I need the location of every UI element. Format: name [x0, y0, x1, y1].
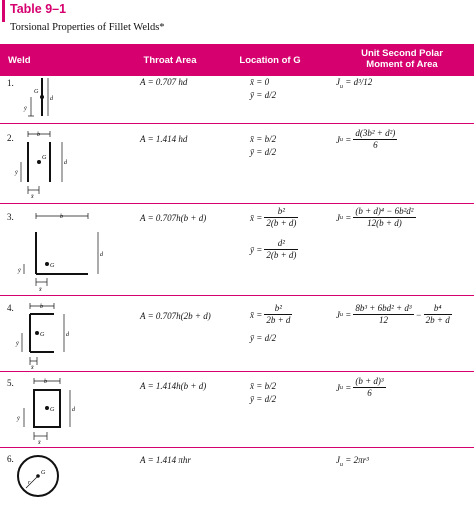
row-divider: [0, 371, 474, 372]
location-x-formula: x̄ = b/2: [250, 381, 277, 391]
location-x-formula: x̄ = $\frac{\text{b²}}{2(b + d)}$: [250, 206, 297, 228]
throat-area-formula: A = 1.414 hd: [140, 134, 188, 144]
moment-formula: J u = $\frac{\text{d(3b² + d²)}}{6}$: [336, 128, 396, 150]
fraction-denominator: 6: [373, 140, 378, 150]
weld-diagram-6: [14, 452, 62, 500]
row-index: 5.: [7, 378, 14, 388]
fig-label: G: [40, 332, 45, 338]
moment-formula: $J_u = d^3/12$: [336, 77, 373, 90]
row-index: 6.: [7, 454, 14, 464]
fig-label: x̄: [31, 194, 34, 200]
fig-label: G: [50, 263, 55, 269]
fig-label: G: [42, 155, 47, 161]
row-divider: [0, 123, 474, 124]
fig-label: r: [28, 480, 31, 486]
fig-label: ȳ: [15, 170, 18, 176]
header-weld: Weld: [8, 55, 31, 66]
throat-area-formula: A = 1.414 πhr: [140, 455, 191, 465]
fig-label: b: [60, 214, 63, 220]
location-y-formula: ȳ = d/2: [250, 147, 277, 157]
fig-label: G: [34, 89, 39, 95]
weld-diagram-4: [14, 300, 80, 370]
weld-diagram-2: [14, 128, 74, 200]
fraction-numerator: d(3b² + d²): [355, 128, 396, 138]
row-divider: [0, 203, 474, 204]
fig-label: G: [50, 407, 55, 413]
weld-diagram-1: [14, 76, 54, 120]
location-y-formula: ȳ = d/2: [250, 333, 277, 343]
location-y-formula: ȳ = d/2: [250, 394, 277, 404]
location-x-formula: x̄ = b/2: [250, 134, 277, 144]
weld-diagram-5: [14, 375, 80, 445]
fig-label: x̄: [39, 287, 42, 293]
row-divider: [0, 295, 474, 296]
fig-label: ȳ: [24, 106, 27, 112]
row-index: 4.: [7, 303, 14, 313]
moment-formula: J u = $\frac{\text{(b + d)³}}{6}$: [336, 376, 384, 398]
throat-area-formula: A = 1.414h(b + d): [140, 381, 207, 391]
moment-formula: J u = $\frac{\text{8b³ + 6bd² + d³}}{12}$ − $\frac{\text{b⁴}}{2b + d}$: [336, 303, 450, 325]
location-x-formula: x̄ = $\frac{\text{b²}}{2b + d}$: [250, 303, 291, 325]
fig-label: ȳ: [17, 416, 20, 422]
table-header: [0, 44, 474, 76]
moment-formula: J u = $\frac{\text{(b + d)⁴ − 6b²d²}}{12(b + d)}$: [336, 206, 414, 228]
header-location: Location of G: [239, 55, 301, 66]
header-moment-line1: Unit Second Polar: [361, 48, 443, 59]
fig-label: d: [72, 407, 75, 413]
fig-label: b: [40, 304, 43, 310]
row-index: 1.: [7, 78, 14, 88]
location-y-formula: ȳ = d/2: [250, 90, 277, 100]
fig-label: d: [100, 252, 103, 258]
fig-label: d: [64, 160, 67, 166]
row-divider: [0, 447, 474, 448]
location-y-formula: ȳ = $\frac{\text{d²}}{2(b + d)}$: [250, 238, 297, 260]
throat-area-formula: A = 0.707h(2b + d): [140, 311, 211, 321]
header-moment-line2: Moment of Area: [366, 59, 438, 70]
fig-label: x̄: [38, 440, 41, 445]
fig-label: b: [37, 132, 40, 138]
fig-label: ȳ: [16, 341, 19, 347]
row-index: 3.: [7, 212, 14, 222]
fig-label: x̄: [31, 365, 34, 370]
throat-area-formula: A = 0.707h(b + d): [140, 213, 207, 223]
moment-formula: $J_u = 2\pi r^3$: [336, 455, 369, 468]
fig-label: ȳ: [18, 268, 21, 274]
title-accent-bar: [2, 0, 5, 22]
table-caption: Torsional Properties of Fillet Welds*: [10, 22, 165, 33]
weld-diagram-3: [14, 210, 110, 294]
fig-label: d: [66, 332, 69, 338]
fig-label: d: [50, 96, 53, 102]
fig-label: G: [41, 470, 46, 476]
throat-area-formula: A = 0.707 hd: [140, 77, 188, 87]
fig-label: b: [44, 379, 47, 385]
location-x-formula: x̄ = 0: [250, 77, 270, 87]
header-throat-area: Throat Area: [143, 55, 197, 66]
table-number: Table 9–1: [10, 2, 67, 16]
row-index: 2.: [7, 133, 14, 143]
